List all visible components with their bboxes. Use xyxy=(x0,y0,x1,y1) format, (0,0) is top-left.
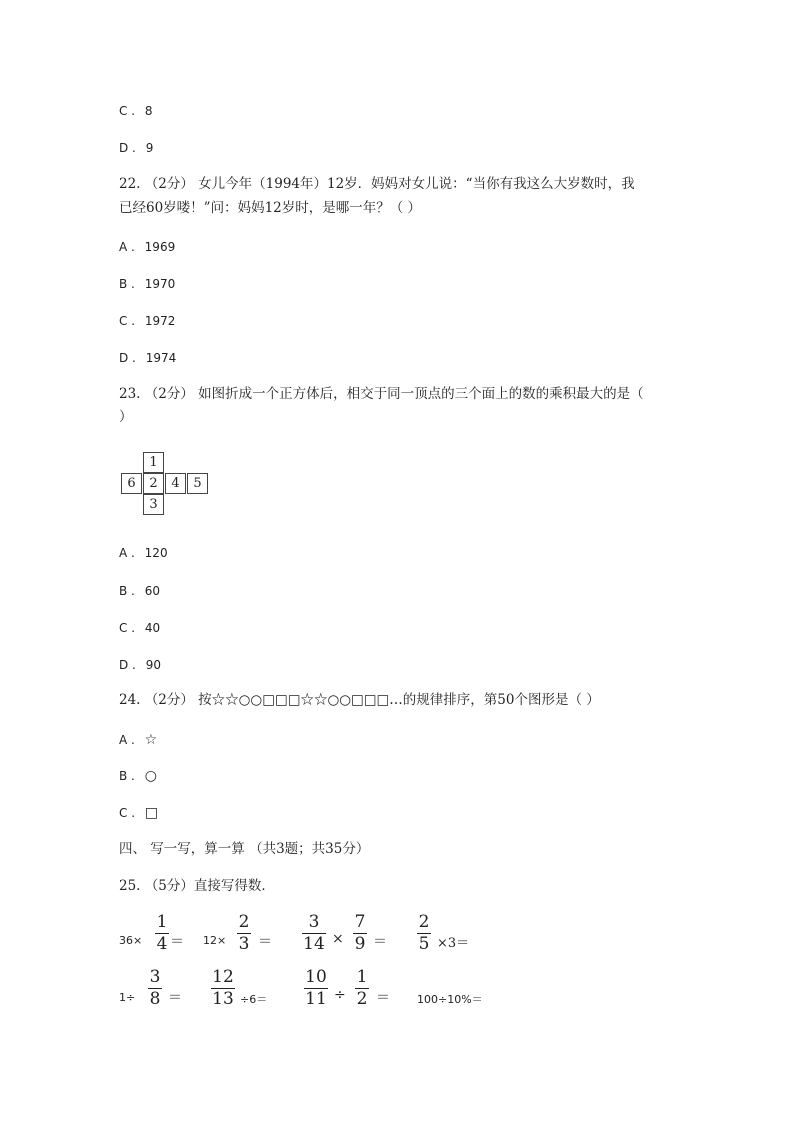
option-value: 9 xyxy=(145,141,154,155)
circle-symbol: ○ xyxy=(144,768,157,784)
option-value: 90 xyxy=(145,658,161,672)
option-c xyxy=(119,312,175,330)
option-letter: A . xyxy=(119,240,135,254)
option-b xyxy=(119,275,175,293)
net-face-bottom: 3 xyxy=(143,494,164,515)
times-sign: × xyxy=(332,931,344,947)
net-face-center: 2 xyxy=(143,473,164,494)
option-value: 1970 xyxy=(144,277,176,291)
option-c xyxy=(119,102,152,120)
numerator: 2 xyxy=(418,912,430,932)
denominator: 2 xyxy=(356,989,368,1009)
star-symbol: ☆ xyxy=(144,732,158,748)
expr-text: 100÷10%＝ xyxy=(417,993,483,1006)
fraction xyxy=(355,969,369,1008)
equals-sign: ＝ xyxy=(373,934,387,950)
option-c xyxy=(119,619,160,637)
option-a xyxy=(119,238,175,256)
option-letter: D . xyxy=(119,658,136,672)
option-d xyxy=(119,349,176,367)
numerator: 10 xyxy=(305,967,327,987)
option-value: 1972 xyxy=(144,314,176,328)
option-c xyxy=(119,804,158,822)
option-d xyxy=(119,139,153,157)
option-letter: A . xyxy=(119,546,135,560)
cube-net-figure xyxy=(121,452,211,518)
fraction xyxy=(304,969,328,1008)
numerator: 12 xyxy=(212,967,234,987)
option-letter: A . xyxy=(119,733,135,747)
question-22-line-1: 22. （2分） 女儿今年（1994年）12岁．妈妈对女儿说：“当你有我这么大岁数时，我 xyxy=(119,176,635,192)
expr-prefix: 1÷ xyxy=(119,991,136,1004)
numerator: 3 xyxy=(149,967,161,987)
denominator: 4 xyxy=(156,934,168,954)
expr-suffix: ÷6＝ xyxy=(240,993,268,1006)
expr-prefix: 12× xyxy=(203,934,227,947)
option-letter: B . xyxy=(119,277,135,291)
option-letter: C . xyxy=(119,104,136,118)
numerator: 1 xyxy=(356,967,368,987)
fraction xyxy=(353,914,367,953)
net-face-top: 1 xyxy=(143,452,164,473)
denominator: 5 xyxy=(418,934,430,954)
option-value: 8 xyxy=(144,104,153,118)
option-letter: C . xyxy=(119,621,136,635)
option-b xyxy=(119,767,157,785)
equals-sign: ＝ xyxy=(376,990,390,1006)
numerator: 3 xyxy=(308,912,320,932)
option-value: 40 xyxy=(144,621,161,635)
numerator: 1 xyxy=(156,912,168,932)
question-23-line-2: ） xyxy=(119,409,133,425)
fraction xyxy=(148,969,162,1008)
denominator: 14 xyxy=(303,934,325,954)
option-value: 1974 xyxy=(145,351,177,365)
net-face-right-1: 4 xyxy=(165,473,186,494)
equals-sign: ＝ xyxy=(170,934,184,950)
fraction xyxy=(155,914,169,953)
square-symbol: □ xyxy=(144,805,159,821)
option-value: 120 xyxy=(144,546,168,560)
option-letter: C . xyxy=(119,314,136,328)
option-letter: D . xyxy=(119,351,136,365)
question-23-line-1: 23. （2分） 如图折成一个正方体后，相交于同一顶点的三个面上的数的乘积最大的是（ xyxy=(119,386,644,402)
denominator: 3 xyxy=(238,934,250,954)
denominator: 11 xyxy=(305,989,327,1009)
equals-sign: ＝ xyxy=(168,990,182,1006)
numerator: 2 xyxy=(238,912,250,932)
denominator: 13 xyxy=(212,989,234,1009)
option-letter: B . xyxy=(119,584,135,598)
question-24-line-1: 24. （2分） 按☆☆○○□□□☆☆○○□□□…的规律排序，第50个图形是（ ） xyxy=(119,692,600,708)
denominator: 9 xyxy=(354,934,366,954)
net-face-left: 6 xyxy=(121,473,142,494)
question-22-line-2: 已经60岁喽！”问：妈妈12岁时，是哪一年？（ ） xyxy=(119,200,422,216)
fraction xyxy=(417,914,431,953)
net-face-right-2: 5 xyxy=(187,473,208,494)
expr-suffix: ×3＝ xyxy=(437,936,470,951)
option-a xyxy=(119,731,157,749)
option-b xyxy=(119,582,160,600)
question-25-line-1: 25. （5分）直接写得数． xyxy=(119,878,275,894)
option-value: 1969 xyxy=(144,240,176,254)
fraction xyxy=(237,914,251,953)
equals-sign: ＝ xyxy=(258,934,272,950)
fraction xyxy=(211,969,235,1008)
option-d xyxy=(119,656,161,674)
denominator: 8 xyxy=(149,989,161,1009)
divide-sign: ÷ xyxy=(334,987,346,1003)
option-letter: C . xyxy=(119,806,136,820)
expr-prefix: 36× xyxy=(119,934,143,947)
numerator: 7 xyxy=(354,912,366,932)
option-a xyxy=(119,544,168,562)
fraction xyxy=(302,914,326,953)
option-value: 60 xyxy=(144,584,160,598)
option-letter: B . xyxy=(119,769,135,783)
section-title: 四、 写一写，算一算 （共3题；共35分） xyxy=(119,841,370,857)
option-letter: D . xyxy=(119,141,136,155)
